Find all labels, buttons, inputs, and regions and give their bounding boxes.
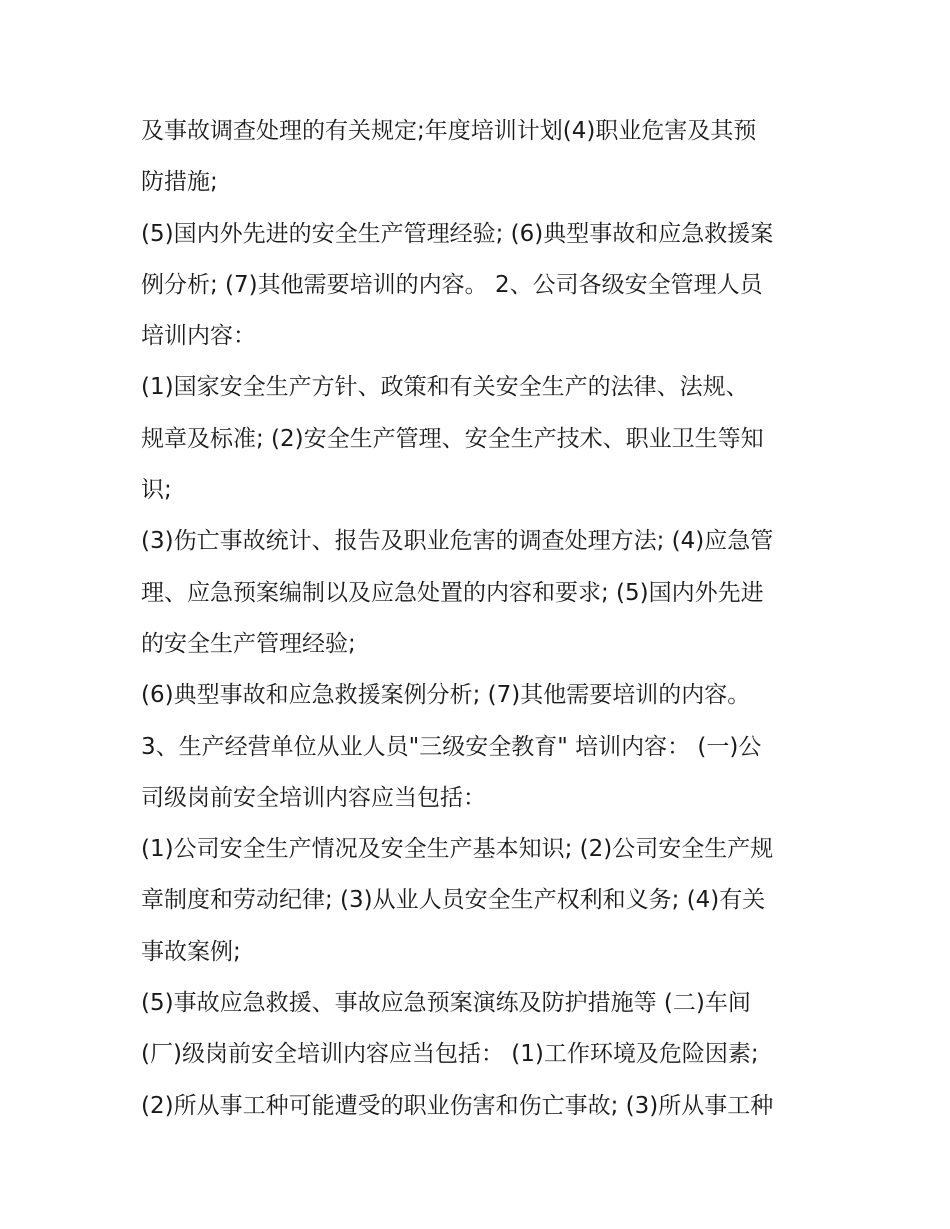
text-line: (6)典型事故和应急救援案例分析; (7)其他需要培训的内容。 [141,682,751,709]
text-line: 识; [141,477,172,504]
text-line: 章制度和劳动纪律; (3)从业人员安全生产权利和义务; (4)有关 [141,887,766,914]
text-line: (1)公司安全生产情况及安全生产基本知识; (2)公司安全生产规 [141,836,774,863]
text-line: 事故案例; [141,938,241,965]
text-line: (2)所从事工种可能遭受的职业伤害和伤亡事故; (3)所从事工种 [141,1092,774,1119]
text-line: 防措施; [141,169,218,196]
text-line: 理、应急预案编制以及应急处置的内容和要求; (5)国内外先进 [141,579,764,606]
text-line: (5)事故应急救援、事故应急预案演练及防护措施等 (二)车间 [141,990,751,1017]
text-line: (厂)级岗前安全培训内容应当包括： (1)工作环境及危险因素; [141,1041,759,1068]
text-line: 及事故调查处理的有关规定;年度培训计划(4)职业危害及其预 [141,118,757,144]
text-line: (1)国家安全生产方针、政策和有关安全生产的法律、法规、 [141,374,749,401]
text-line: (3)伤亡事故统计、报告及职业危害的调查处理方法; (4)应急管 [141,528,774,555]
text-line: 规章及标准; (2)安全生产管理、安全生产技术、职业卫生等知 [141,425,764,452]
text-line: 司级岗前安全培训内容应当包括： [141,784,486,811]
text-line: (5)国内外先进的安全生产管理经验; (6)典型事故和应急救援案 [141,220,774,247]
text-line: 例分析; (7)其他需要培训的内容。 2、公司各级安全管理人员 [141,271,763,298]
text-line: 培训内容： [141,323,256,350]
text-line: 3、生产经营单位从业人员"三级安全教育" 培训内容： (一)公 [141,733,762,760]
text-line: 的安全生产管理经验; [141,630,356,657]
document-body [141,106,821,1132]
